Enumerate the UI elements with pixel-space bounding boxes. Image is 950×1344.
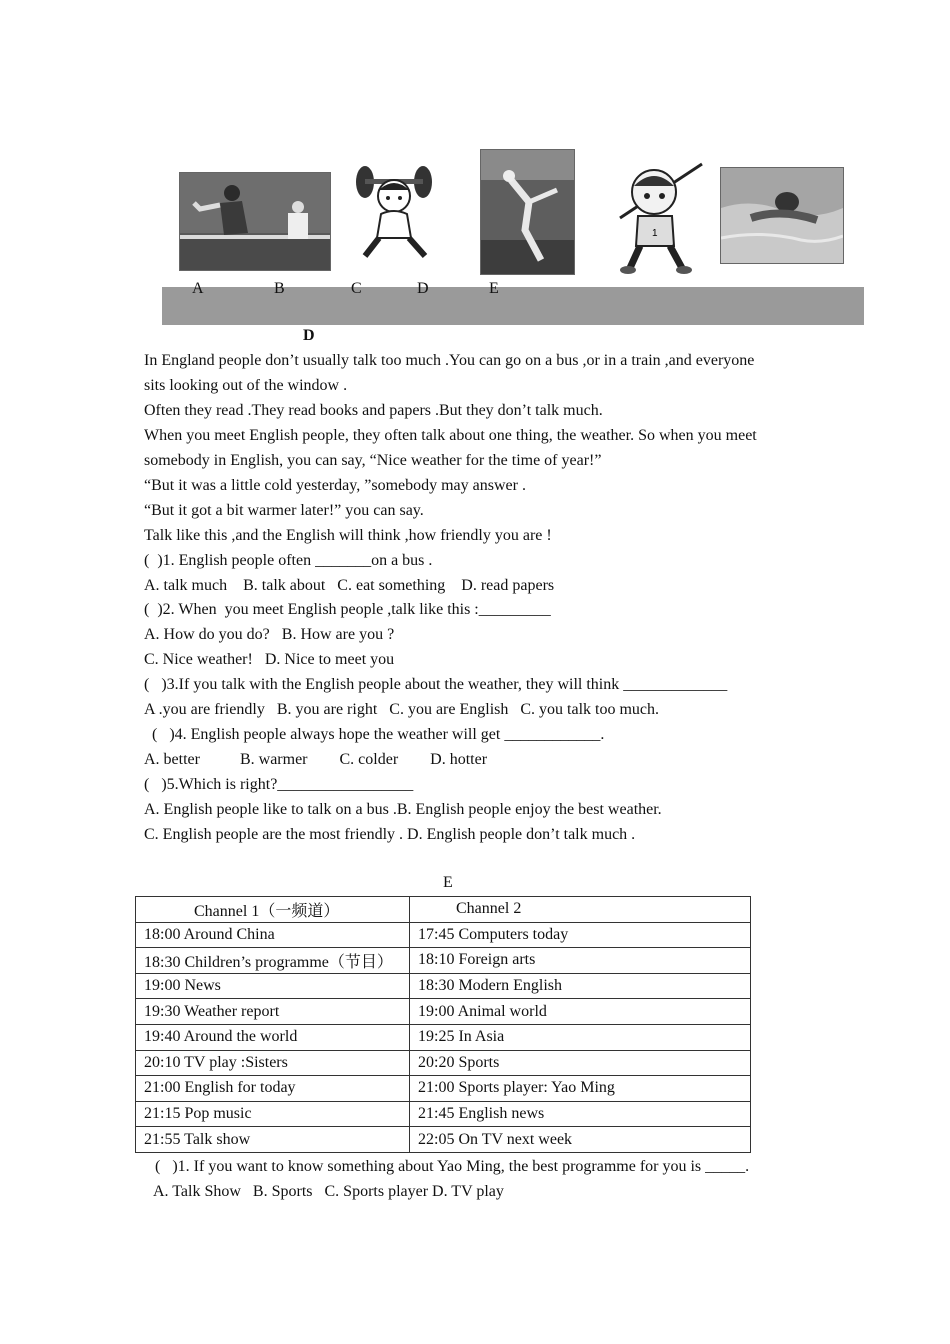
gymnastics-photo-icon: [480, 149, 575, 275]
image-label-b: B: [274, 280, 285, 297]
table-cell: 17:45 Computers today: [410, 922, 751, 948]
options-line: A. How do you do? B. How are you ?: [144, 626, 395, 643]
question-line: ( )3.If you talk with the English people about the weather, they will think _____________: [144, 676, 728, 693]
passage-line: somebody in English, you can say, “Nice weather for the time of year!”: [144, 452, 602, 469]
table-cell: 18:30 Children’s programme（节目）: [136, 948, 410, 974]
table-cell: 22:05 On TV next week: [410, 1127, 751, 1153]
passage-line: sits looking out of the window .: [144, 377, 348, 394]
image-label-e: E: [489, 280, 499, 297]
question-line: ( )4. English people always hope the weather will get ____________.: [144, 726, 605, 743]
section-e-heading: E: [443, 874, 453, 891]
javelin-cartoon-icon: [614, 160, 704, 276]
table-row: [136, 948, 751, 974]
options-line: A. English people like to talk on a bus .B. English people enjoy the best weather.: [144, 801, 662, 818]
section-d-heading: D: [303, 327, 315, 344]
grey-band: [162, 287, 864, 325]
options-line: A. talk much B. talk about C. eat something D. read papers: [144, 577, 555, 594]
table-row: [136, 973, 751, 999]
column-header-channel-1: Channel 1（一频道）: [136, 897, 410, 923]
table-cell: 19:25 In Asia: [410, 1024, 751, 1050]
table-cell: 21:00 Sports player: Yao Ming: [410, 1076, 751, 1102]
table-cell: 20:10 TV play :Sisters: [136, 1050, 410, 1076]
options-line: C. English people are the most friendly . D. English people don’t talk much .: [144, 826, 636, 843]
image-label-d: D: [417, 280, 429, 297]
question-line: ( )1. English people often _______on a bus .: [144, 552, 433, 569]
table-cell: 19:30 Weather report: [136, 999, 410, 1025]
table-row: [136, 1024, 751, 1050]
weightlifting-cartoon-icon: [355, 160, 433, 268]
image-label-c: C: [351, 280, 362, 297]
table-row: [136, 922, 751, 948]
table-cell: 19:00 News: [136, 973, 410, 999]
image-label-a: A: [192, 280, 204, 297]
table-tennis-photo-icon: [179, 172, 331, 271]
table-header-row: [136, 897, 751, 923]
tv-schedule-table: [135, 896, 751, 1153]
table-cell: 19:00 Animal world: [410, 999, 751, 1025]
swimming-photo-icon: [720, 167, 844, 264]
table-row: [136, 1076, 751, 1102]
options-line: A. better B. warmer C. colder D. hotter: [144, 751, 488, 768]
passage-line: In England people don’t usually talk too much .You can go on a bus ,or in a train ,and everyone: [144, 352, 755, 369]
table-cell: 21:55 Talk show: [136, 1127, 410, 1153]
question-line: ( )2. When you meet English people ,talk like this :_________: [144, 601, 551, 618]
options-line: A. Talk Show B. Sports C. Sports player D. TV play: [153, 1183, 504, 1200]
table-cell: 18:10 Foreign arts: [410, 948, 751, 974]
table-cell: 18:30 Modern English: [410, 973, 751, 999]
passage-line: When you meet English people, they often talk about one thing, the weather. So when you meet: [144, 427, 757, 444]
table-row: [136, 999, 751, 1025]
svg-text:1: 1: [652, 228, 658, 239]
passage-line: “But it got a bit warmer later!” you can say.: [144, 502, 424, 519]
table-cell: 21:00 English for today: [136, 1076, 410, 1102]
passage-line: Talk like this ,and the English will think ,how friendly you are !: [144, 527, 552, 544]
table-row: [136, 1127, 751, 1153]
table-cell: 20:20 Sports: [410, 1050, 751, 1076]
table-cell: 21:15 Pop music: [136, 1101, 410, 1127]
options-line: A .you are friendly B. you are right C. you are English C. you talk too much.: [144, 701, 660, 718]
table-row: [136, 1050, 751, 1076]
column-header-channel-2: Channel 2: [410, 897, 751, 923]
question-line: ( )5.Which is right?_________________: [144, 776, 414, 793]
table-cell: 21:45 English news: [410, 1101, 751, 1127]
options-line: C. Nice weather! D. Nice to meet you: [144, 651, 395, 668]
passage-line: “But it was a little cold yesterday, ”somebody may answer .: [144, 477, 526, 494]
table-row: [136, 1101, 751, 1127]
table-cell: 18:00 Around China: [136, 922, 410, 948]
table-cell: 19:40 Around the world: [136, 1024, 410, 1050]
question-line: ( )1. If you want to know something about Yao Ming, the best programme for you is _____.: [155, 1158, 750, 1175]
passage-line: Often they read .They read books and papers .But they don’t talk much.: [144, 402, 603, 419]
